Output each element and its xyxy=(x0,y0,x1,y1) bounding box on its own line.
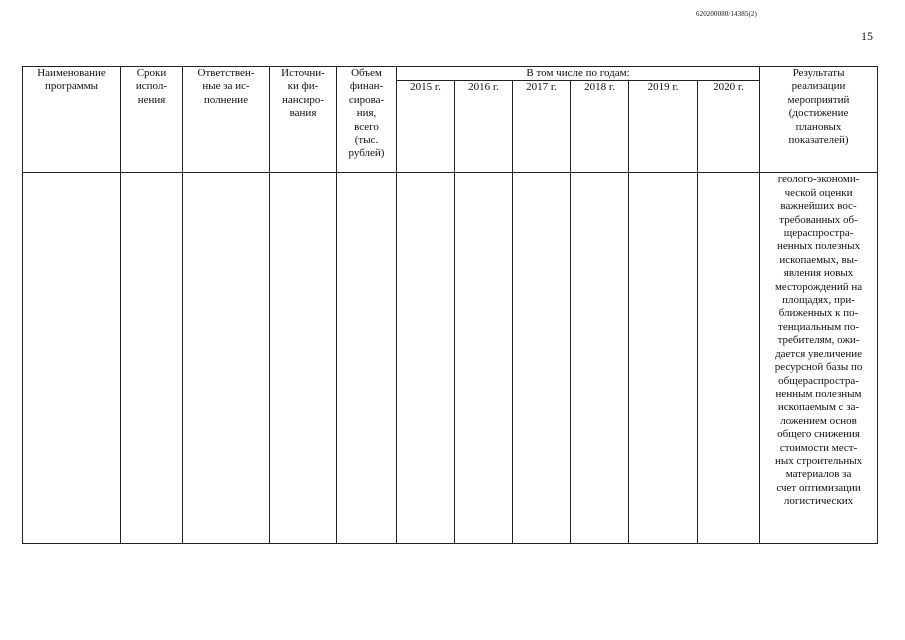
page-number: 15 xyxy=(861,29,873,43)
document-code: 620200080/14385(2) xyxy=(696,10,757,18)
cell-2015 xyxy=(397,173,455,544)
col-header-volume: Объем финан- сирова- ния, всего (тыс. рублей) xyxy=(337,67,397,173)
col-header-sources: Источни- ки фи- нансиро- вания xyxy=(270,67,337,173)
col-header-year-2017: 2017 г. xyxy=(513,81,571,173)
cell-volume xyxy=(337,173,397,544)
cell-sources xyxy=(270,173,337,544)
col-header-year-2019: 2019 г. xyxy=(629,81,698,173)
cell-2018 xyxy=(571,173,629,544)
cell-terms xyxy=(121,173,183,544)
header-row-top xyxy=(23,67,878,81)
col-header-terms: Сроки испол- нения xyxy=(121,67,183,173)
col-header-year-2020: 2020 г. xyxy=(698,81,760,173)
cell-results: геолого-экономи- ческой оценки важнейших вос- требованных об- щераспростра- ненных полезных ископаемых, вы- явления новых месторождений на площадях, при- ближенных к по- тенциальным по- требителям, ожи- дается увеличение ресурсной базы по общераспростра- ненным полезным ископаемым с за- ложением основ общего снижения стоимости мест- ных строительных материалов за счет оптимизации логистических xyxy=(760,173,878,544)
cell-2017 xyxy=(513,173,571,544)
table-row xyxy=(23,173,878,544)
program-table xyxy=(22,66,878,544)
cell-2016 xyxy=(455,173,513,544)
cell-responsible xyxy=(183,173,270,544)
cell-2020 xyxy=(698,173,760,544)
col-header-by-years: В том числе по годам: xyxy=(397,67,760,81)
col-header-year-2015: 2015 г. xyxy=(397,81,455,173)
col-header-name: Наименование программы xyxy=(23,67,121,173)
cell-2019 xyxy=(629,173,698,544)
col-header-year-2016: 2016 г. xyxy=(455,81,513,173)
col-header-year-2018: 2018 г. xyxy=(571,81,629,173)
col-header-responsible: Ответствен- ные за ис- полнение xyxy=(183,67,270,173)
cell-name xyxy=(23,173,121,544)
col-header-results: Результаты реализации мероприятий (достижение плановых показателей) xyxy=(760,67,878,173)
